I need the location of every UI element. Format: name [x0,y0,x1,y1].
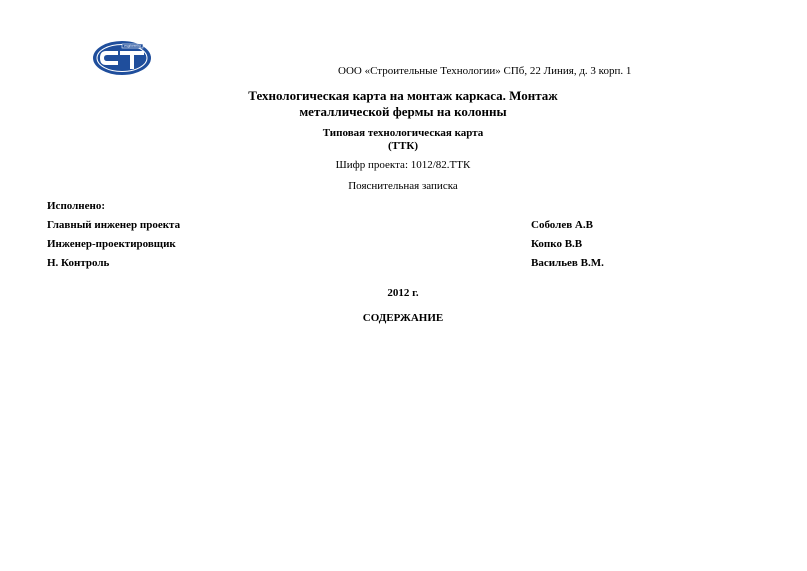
signature-row [47,257,647,271]
st-logo-icon [92,40,152,76]
document-year: 2012 г. [387,287,419,299]
document-title [200,88,606,120]
signature-row [47,238,647,252]
signature-name: Соболев А.В [531,219,593,231]
signature-role: Инженер-проектировщик [47,238,176,250]
signature-row [47,219,647,233]
contents-heading: СОДЕРЖАНИЕ [362,312,444,324]
signature-name: Васильев В.М. [531,257,604,269]
company-address: ООО «Строительные Технологии» СПб, 22 Линия, д. 3 корп. 1 [338,65,632,77]
signature-role: Главный инженер проекта [47,219,181,231]
document-title-line-1: Технологическая карта на монтаж каркаса. Монтаж [248,88,558,103]
company-logo [92,40,152,76]
svg-text:engineering: engineering [124,44,141,49]
document-subtitle [250,127,556,153]
document-subtitle-line-1: Типовая технологическая карта [322,127,484,139]
document-subtitle-line-2: (ТТК) [388,140,418,152]
project-cipher: Шифр проекта: 1012/82.ТТК [335,159,471,171]
executed-by-label: Исполнено: [47,200,106,212]
signature-name: Копко В.В [531,238,583,250]
document-title-line-2: металлической фермы на колонны [299,104,507,119]
explanatory-note-label: Пояснительная записка [348,180,458,192]
signature-role: Н. Контроль [47,257,110,269]
